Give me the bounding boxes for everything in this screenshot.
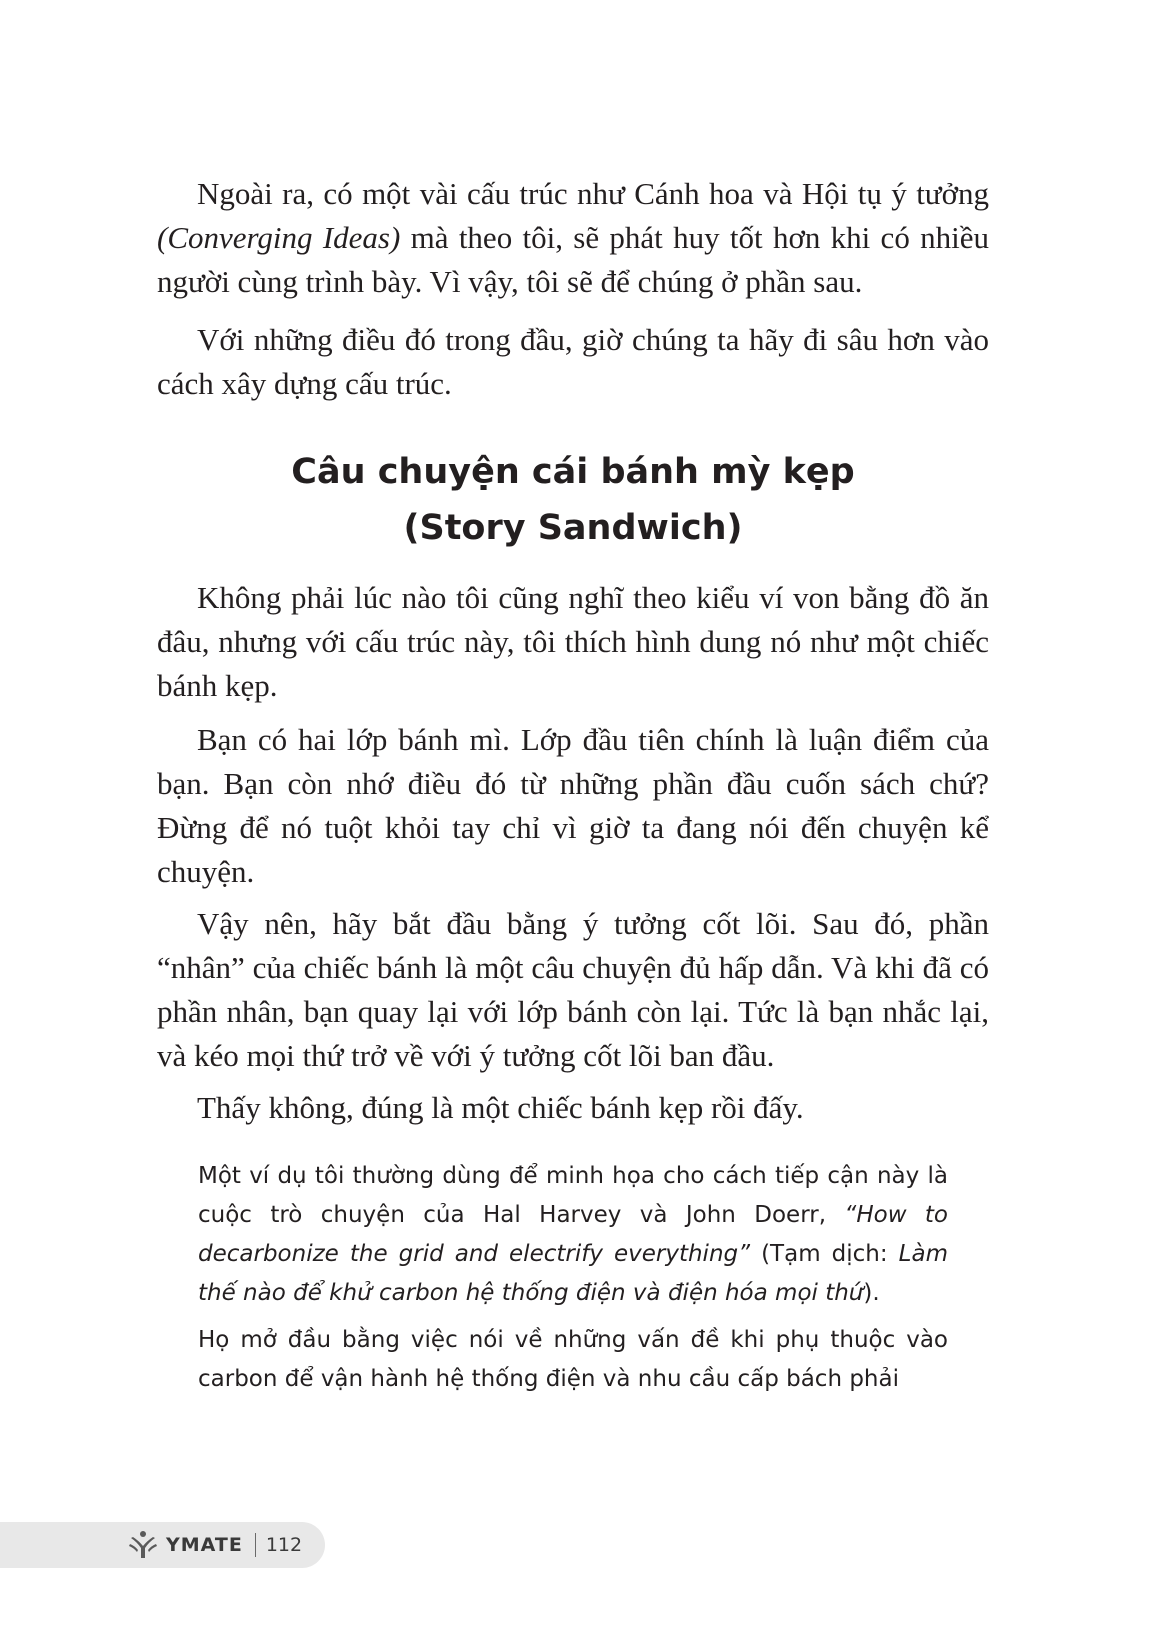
paragraph-transition <box>157 318 989 406</box>
paragraph-text: Thấy không, đúng là một chiếc bánh kẹp rồi đấy. <box>197 1090 804 1125</box>
heading-line-2: (Story Sandwich) <box>403 508 743 548</box>
footer-brand: YMATE <box>166 1534 243 1556</box>
section-heading <box>157 444 989 556</box>
paragraph-text: Bạn có hai lớp bánh mì. Lớp đầu tiên chính là luận điểm của bạn. Bạn còn nhớ điều đó từ những phần đầu cuốn sách chứ? Đừng để nó tuột khỏi tay chỉ vì giờ ta đang nói đến chuyện kể chuyện. <box>157 722 989 889</box>
example-translated-title: Làm thế nào để khử carbon hệ thống điện và điện hóa mọi thứ <box>198 1241 948 1306</box>
page-footer <box>0 1522 325 1568</box>
example-text: Họ mở đầu bằng việc nói về những vấn đề khi phụ thuộc vào carbon để vận hành hệ thống điện và nhu cầu cấp bách phải <box>198 1327 948 1392</box>
paragraph-bread-layers <box>157 718 989 894</box>
example-talk-title: “How to decarbonize the grid and electrify everything” <box>198 1202 948 1267</box>
paragraph-text: Vậy nên, hãy bắt đầu bằng ý tưởng cốt lõi. Sau đó, phần “nhân” của chiếc bánh là một câu chuyện đủ hấp dẫn. Và khi đã có phần nhân, bạn quay lại với lớp bánh còn lại. Tức là bạn nhắc lại, và kéo mọi thứ trở về với ý tưởng cốt lõi ban đầu. <box>157 906 989 1073</box>
ymate-logo-icon <box>128 1530 158 1560</box>
paragraph-italic-term: (Converging Ideas) <box>157 220 401 255</box>
paragraph-core-idea <box>157 902 989 1078</box>
paragraph-sandwich-intro <box>157 576 989 708</box>
paragraph-text: Ngoài ra, có một vài cấu trúc như Cánh hoa và Hội tụ ý tưởng <box>197 176 989 211</box>
paragraph-text: mà theo tôi, sẽ phát huy tốt hơn khi có nhiều người cùng trình bày. Vì vậy, tôi sẽ để chúng ở phần sau. <box>157 220 990 299</box>
paragraph-text: Với những điều đó trong đầu, giờ chúng ta hãy đi sâu hơn vào cách xây dựng cấu trúc. <box>157 322 989 401</box>
paragraph-text: Không phải lúc nào tôi cũng nghĩ theo kiểu ví von bằng đồ ăn đâu, nhưng với cấu trúc này, tôi thích hình dung nó như một chiếc bánh kẹp. <box>157 580 989 703</box>
paragraph-conclusion <box>157 1086 989 1130</box>
example-text: Một ví dụ tôi thường dùng để minh họa cho cách tiếp cận này là cuộc trò chuyện của Hal Harvey và John Doerr, <box>198 1163 948 1228</box>
example-text: ). <box>863 1280 880 1306</box>
paragraph-converging-ideas <box>157 172 989 304</box>
page-number: 112 <box>265 1534 303 1556</box>
heading-line-1: Câu chuyện cái bánh mỳ kẹp <box>291 452 855 492</box>
example-text: (Tạm dịch: <box>750 1241 899 1267</box>
example-paragraph-1 <box>198 1157 948 1313</box>
example-paragraph-2 <box>198 1321 948 1399</box>
footer-divider <box>255 1533 256 1557</box>
